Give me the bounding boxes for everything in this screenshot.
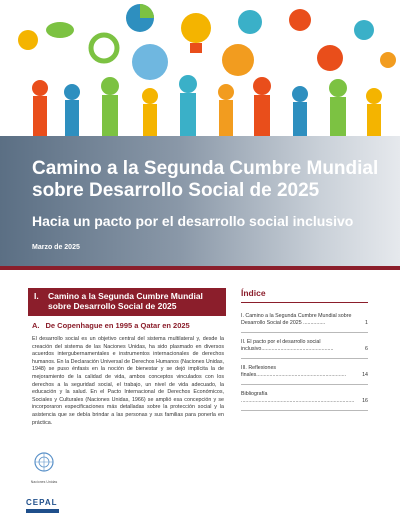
index-item-label: II. El pacto por el desarrollo social inclusivo................................................. bbox=[241, 339, 334, 352]
un-label: Naciones Unidas bbox=[30, 480, 58, 484]
cover-title: Camino a la Segunda Cumbre Mundial sobre Desarrollo Social de 2025 bbox=[32, 158, 379, 201]
index-item[interactable] bbox=[241, 359, 368, 385]
index-item-label: III. Reflexiones finales............................................................. bbox=[241, 365, 347, 378]
un-emblem-icon bbox=[32, 450, 56, 474]
index-item[interactable] bbox=[241, 385, 368, 411]
cover-subtitle: Hacia un pacto por el desarrollo social inclusivo bbox=[32, 213, 354, 229]
section-heading bbox=[28, 288, 226, 316]
cover-date: Marzo de 2025 bbox=[32, 244, 80, 251]
index-item-page: 1 bbox=[365, 320, 368, 326]
index-item-page: 14 bbox=[362, 372, 368, 378]
subsection-letter: A. bbox=[32, 321, 40, 330]
subsection-heading bbox=[32, 321, 232, 330]
divider bbox=[0, 266, 400, 270]
cover-illustration bbox=[0, 0, 400, 136]
cepal-logo: CEPAL bbox=[26, 498, 58, 507]
index-item[interactable] bbox=[241, 307, 368, 333]
index-item-page: 16 bbox=[362, 398, 368, 404]
index-item-label: Bibliografía ............................................................................. bbox=[241, 391, 355, 404]
people-celebrating-illustration bbox=[0, 0, 400, 136]
cepal-bar bbox=[26, 509, 59, 513]
section-title: Camino a la Segunda Cumbre Mundial sobre Desarrollo Social de 2025 bbox=[48, 291, 203, 311]
section-number: I. bbox=[34, 291, 39, 301]
index-item-label: I. Camino a la Segunda Cumbre Mundial sobre Desarrollo Social de 2025 ............... bbox=[241, 313, 352, 326]
index-item-page: 6 bbox=[365, 346, 368, 352]
index-title: Índice bbox=[241, 288, 368, 303]
body-paragraph: El desarrollo social es un objetivo central del sistema multilateral y, desde la creación del sistema de las Naciones Unidas, ha sido plasmado en diversos acuerdos intergubernamentales e instrumentos internacionales de derechos humanos. En la Declaración Universal de Derechos Humanos (Naciones Unidas, 1948) se puso énfasis en la noción de bienestar y se dejó implícita la de mejoramiento de la calidad de vida, ambos conceptos vinculados con los derechos a la seguridad social, el trabajo, un nivel de vida adecuado, la educación y la salud. En el Pacto Internacional de Derechos Económicos, Sociales y Culturales (Naciones Unidas, 1966) se amplió esa concepción y se incorporaron especificaciones más detalladas sobre la protección social y la asistencia que se debía brindar a las personas y sus familias para ponerla en práctica. bbox=[32, 336, 224, 426]
index-item[interactable] bbox=[241, 333, 368, 359]
index-box bbox=[241, 288, 368, 411]
subsection-title: De Copenhague en 1995 a Qatar en 2025 bbox=[45, 321, 190, 330]
publisher-logos bbox=[26, 450, 66, 513]
